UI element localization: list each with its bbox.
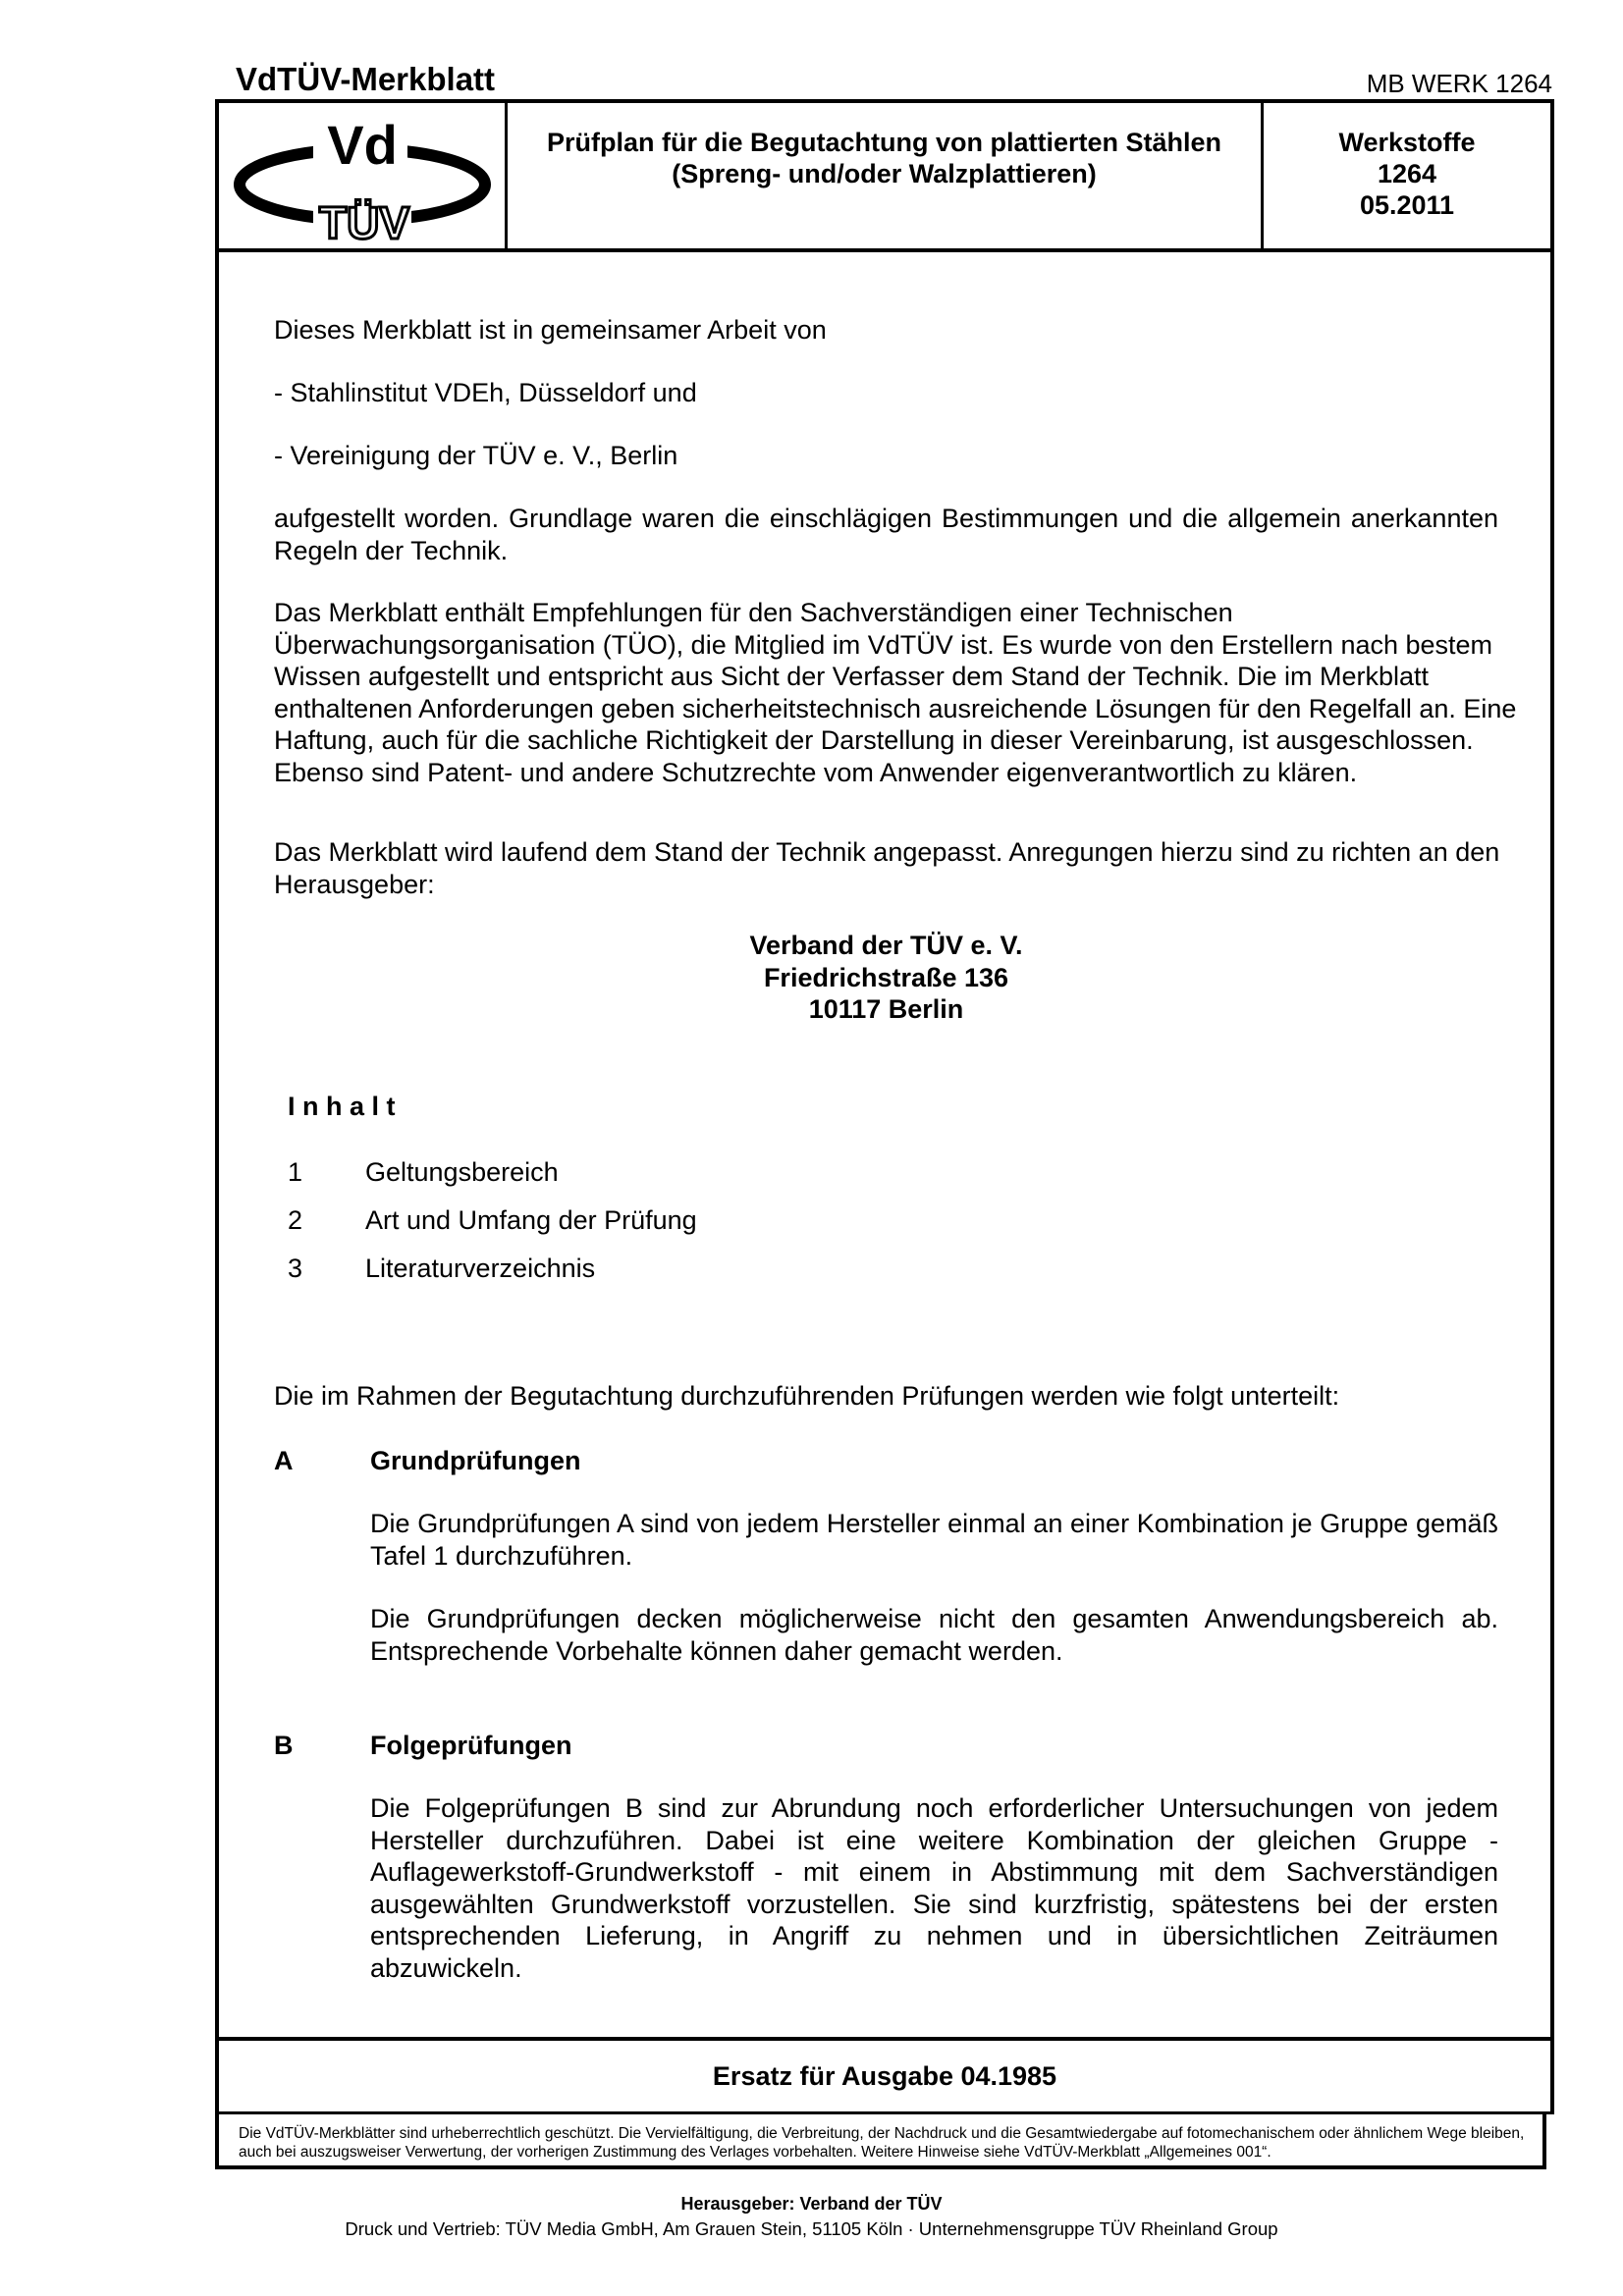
document-title-line2: (Spreng- und/oder Walzplattieren) [672, 159, 1097, 188]
toc-item-label-3: Literaturverzeichnis [365, 1254, 596, 1283]
toc-item-label-1: Geltungsbereich [365, 1157, 559, 1187]
footer-publisher: Herausgeber: Verband der TÜV [680, 2194, 943, 2214]
intro-line: Dieses Merkblatt ist in gemeinsamer Arbeit von [274, 315, 827, 345]
document-title-line1: Prüfplan für die Begutachtung von plattierten Stählen [546, 128, 1222, 157]
tests-intro: Die im Rahmen der Begutachtung durchzuführenden Prüfungen werden wie folgt unterteilt: [274, 1381, 1340, 1411]
document-date: 05.2011 [1359, 190, 1455, 220]
svg-text:TÜV: TÜV [319, 197, 409, 248]
replacement-notice [215, 2041, 1554, 2114]
document-number: 1264 [1377, 159, 1437, 188]
section-a-title: Grundprüfungen [370, 1446, 581, 1475]
toc-heading: I n h a l t [288, 1092, 396, 1121]
replacement-text: Ersatz für Ausgabe 04.1985 [712, 2060, 1057, 2091]
section-b-letter: B [274, 1731, 294, 1760]
footer-print-info: Druck und Vertrieb: TÜV Media GmbH, Am Grauen Stein, 51105 Köln · Unternehmensgruppe TÜV Rheinland Group [345, 2218, 1278, 2239]
toc-item-num-3: 3 [288, 1254, 303, 1283]
vdtuev-logo-icon [219, 103, 505, 248]
document-category: Werkstoffe [1338, 128, 1476, 157]
intro-party-2: - Vereinigung der TÜV e. V., Berlin [274, 441, 678, 470]
document-meta [1264, 103, 1550, 248]
document-title [508, 103, 1261, 248]
document-code: MB WERK 1264 [1366, 69, 1552, 98]
svg-text:Vd: Vd [327, 114, 398, 176]
toc-item-num-2: 2 [288, 1205, 303, 1235]
toc-item-label-2: Art und Umfang der Prüfung [365, 1205, 697, 1235]
intro-paragraph-2: Das Merkblatt enthält Empfehlungen für den Sachverständigen einer Technischen Überwachungsorganisation (TÜO), die Mitglied im VdTÜV ist. Es wurde von den Erstellern nach bestem Wissen aufgestellt und entspricht aus Sicht der Verfasser dem Stand der Technik. Die im Merkblatt enthaltenen Anforderungen geben sicherheitstechnisch ausreichende Lösungen für den Regelfall an. Eine Haftung, auch für die sachliche Richtigkeit der Darstellung in dieser Vereinbarung, ist ausgeschlossen. Ebenso sind Patent- und andere Schutzrechte vom Anwender eigenverantwortlich zu klären. [274, 598, 1517, 787]
section-b-title: Folgeprüfungen [370, 1731, 572, 1760]
address-line-1: Verband der TÜV e. V. [749, 931, 1023, 960]
copyright-notice [215, 2114, 1546, 2169]
address-line-2: Friedrichstraße 136 [763, 962, 1009, 992]
section-a-paragraph-2: Die Grundprüfungen decken möglicherweise nicht den gesamten Anwendungsbereich ab. Entsprechende Vorbehalte können daher gemacht werden. [370, 1604, 1498, 1666]
vdtuev-logo [219, 103, 505, 248]
address-line-3: 10117 Berlin [808, 994, 964, 1024]
intro-paragraph-3: Das Merkblatt wird laufend dem Stand der Technik angepasst. Anregungen hierzu sind zu richten an den Herausgeber: [274, 837, 1500, 899]
header-box [215, 99, 1554, 252]
section-a-paragraph-1: Die Grundprüfungen A sind von jedem Hersteller einmal an einer Kombination je Gruppe gemäß Tafel 1 durchzuführen. [370, 1509, 1498, 1571]
document-series-title: VdTÜV-Merkblatt [236, 61, 496, 97]
intro-paragraph-1: aufgestellt worden. Grundlage waren die einschlägigen Bestimmungen und die allgemein anerkannten Regeln der Technik. [274, 504, 1498, 565]
section-b-paragraph-1: Die Folgeprüfungen B sind zur Abrundung noch erforderlicher Untersuchungen von jedem Hersteller durchzuführen. Dabei ist eine weitere Kombination der gleichen Gruppe - Auflagewerkstoff-Grundwerkstoff - mit einem in Abstimmung mit dem Sachverständigen ausgewählten Grundwerkstoff vorzustellen. Sie sind kurzfristig, spätestens bei der ersten entsprechenden Lieferung, in Angriff zu nehmen und in übersichtlichen Zeiträumen abzuwickeln. [370, 1793, 1498, 1983]
intro-party-1: - Stahlinstitut VDEh, Düsseldorf und [274, 378, 697, 407]
toc-item-num-1: 1 [288, 1157, 303, 1187]
section-a-letter: A [274, 1446, 294, 1475]
copyright-text: Die VdTÜV-Merkblätter sind urheberrechtlich geschützt. Die Vervielfältigung, die Verbreitung, der Nachdruck und die Gesamtwiedergabe auf fotomechanischem oder ähnlichem Wege bleiben, auch bei auszugsweiser Verwertung, der vorherigen Zustimmung des Verlages vorbehalten. Weitere Hinweise siehe VdTÜV-Merkblatt „Allgemeines 001“. [239, 2125, 1525, 2161]
publisher-address [274, 930, 1498, 1026]
